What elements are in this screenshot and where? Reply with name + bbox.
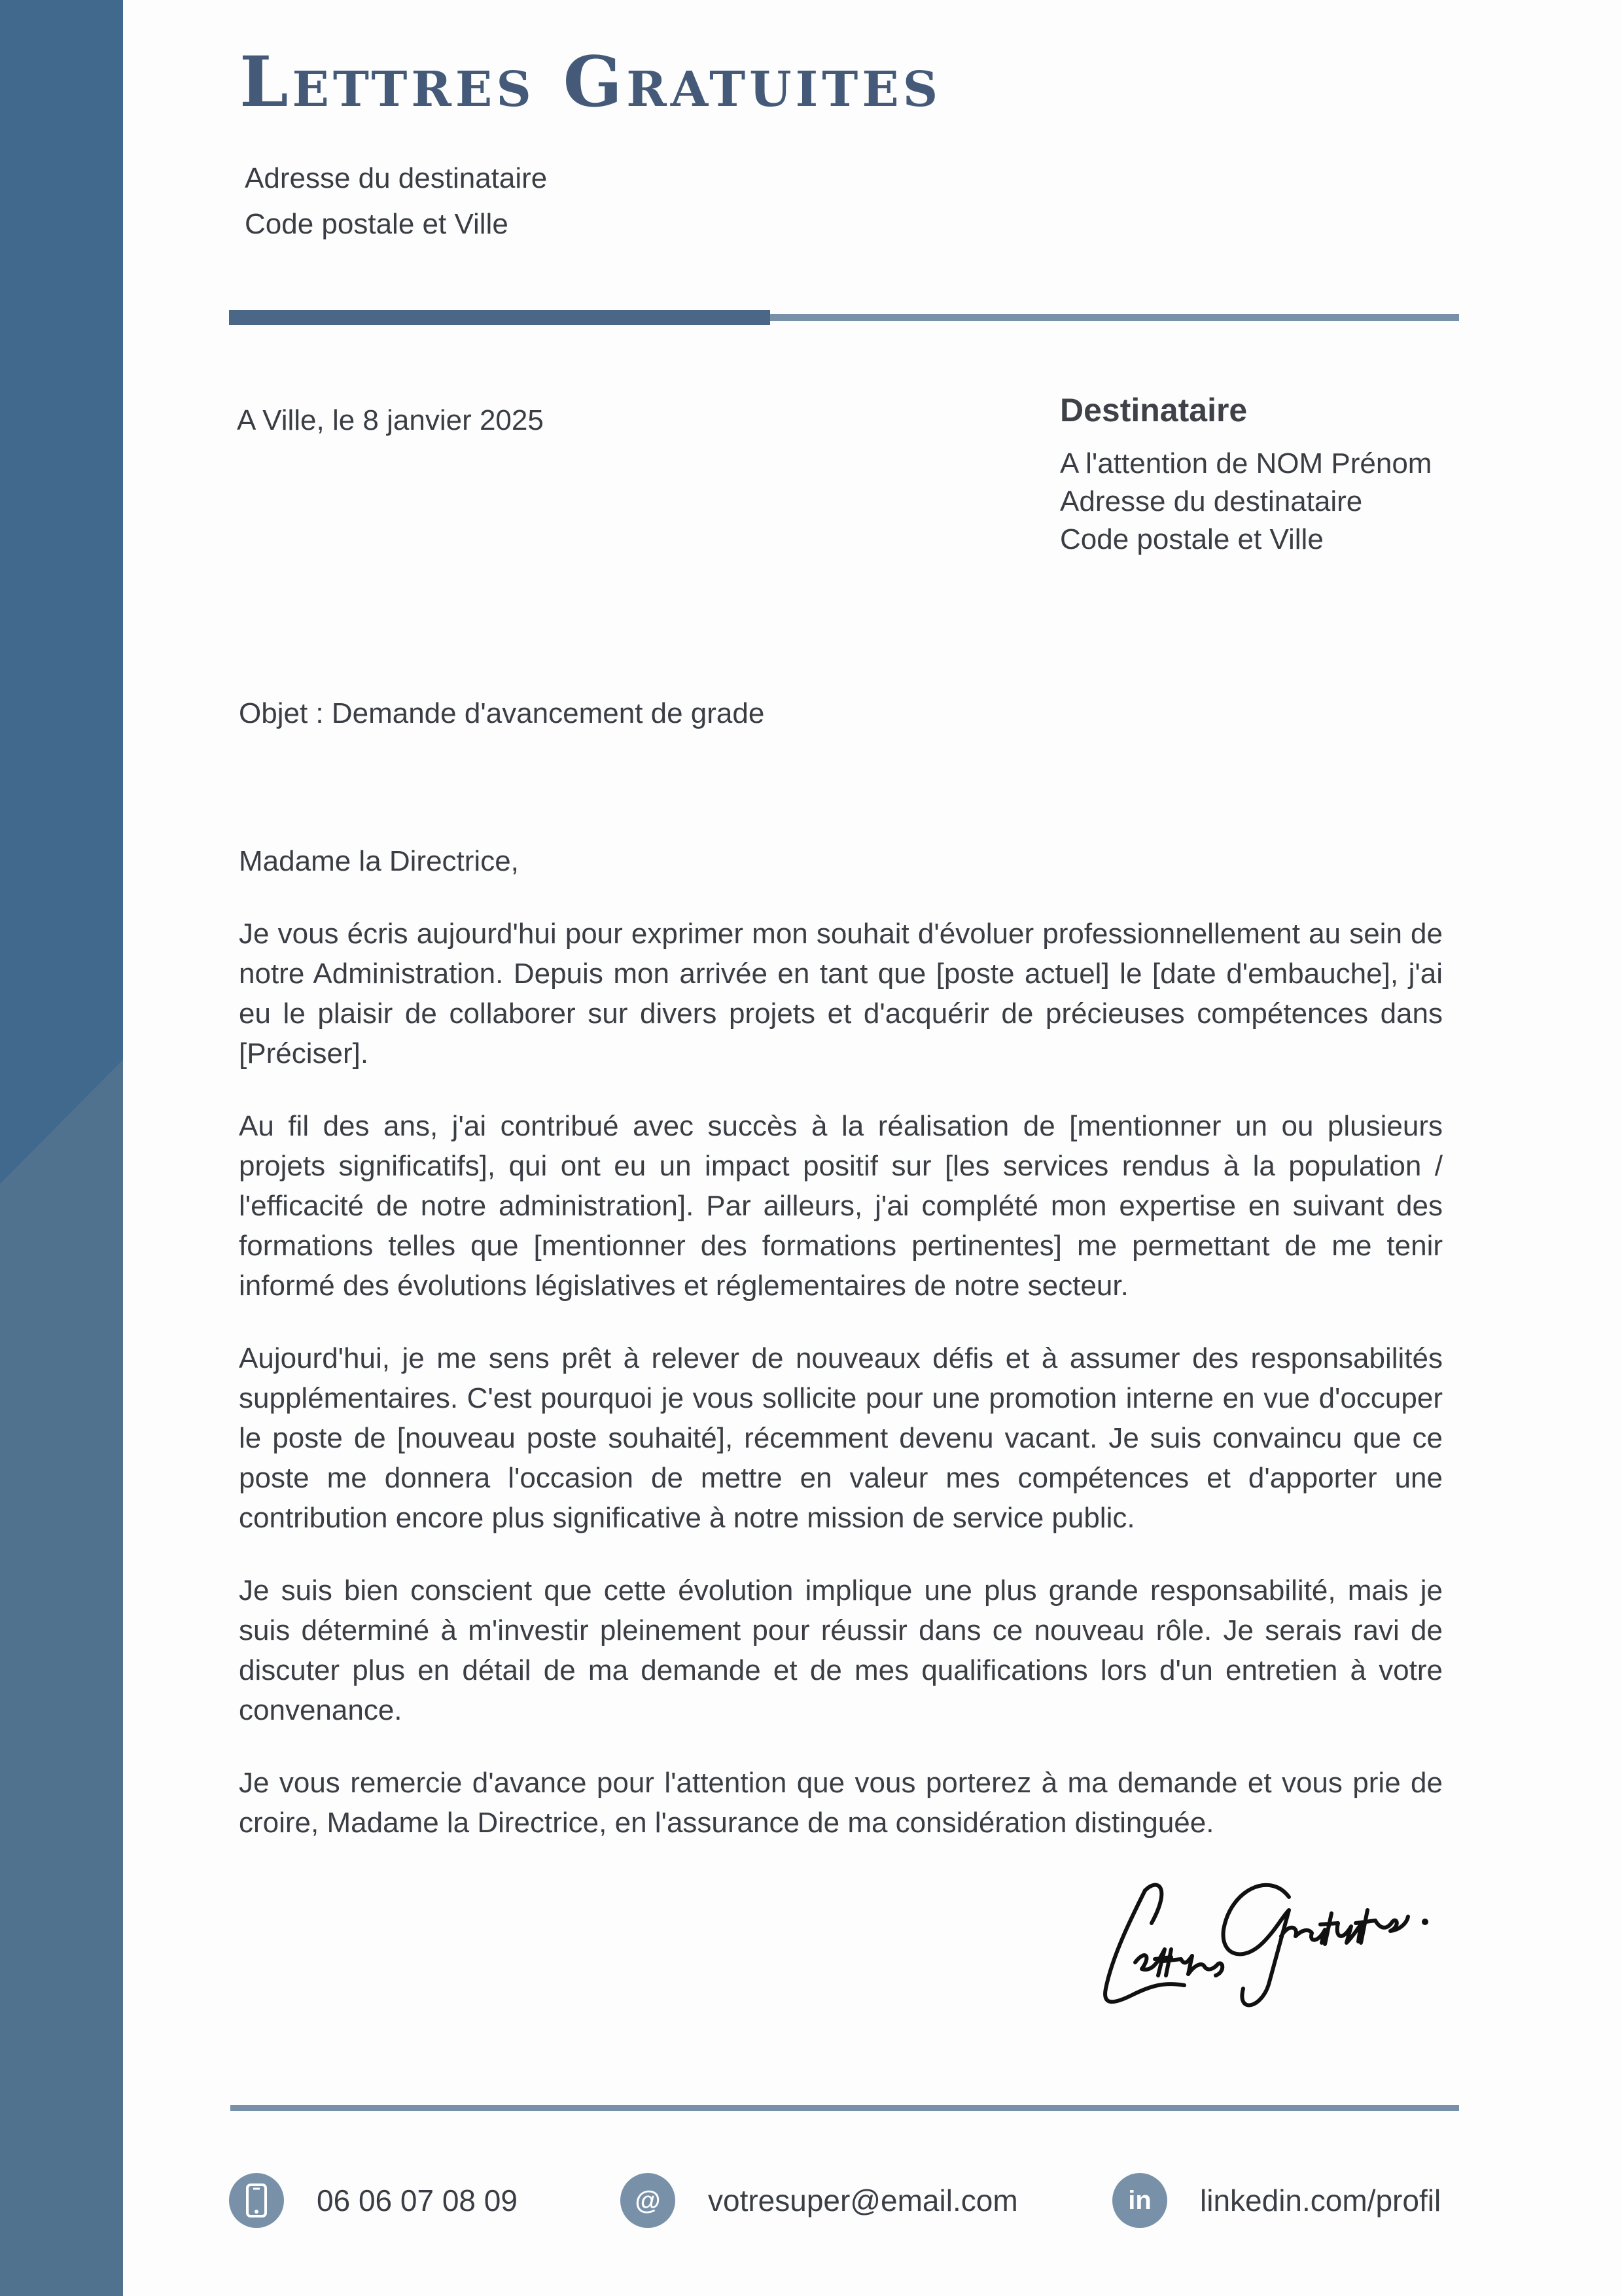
phone-number[interactable]: 06 06 07 08 09 (317, 2183, 518, 2218)
letter-paragraph: Aujourd'hui, je me sens prêt à relever de nouveaux défis et à assumer des responsabilités supplémentaires. C'est pourquoi je vous sollicite pour une promotion interne en vue d'occuper le poste de [nouveau poste souhaité], récemment devenu vacant. Je suis convaincu que ce poste me donnera l'occasion de mettre en valeur mes compétences et d'apporter une contribution encore plus significative à notre mission de service public. (239, 1342, 1443, 1534)
brand-title: Lettres Gratuites (239, 41, 942, 122)
recipient-block (1060, 391, 1432, 559)
handwritten-signature (1073, 1851, 1459, 2028)
linkedin-url[interactable]: linkedin.com/profil (1200, 2183, 1441, 2218)
recipient-address: Adresse du destinataire (1060, 485, 1363, 517)
letter-subject: Objet : Demande d'avancement de grade (239, 697, 765, 729)
sender-city: Code postale et Ville (245, 208, 508, 240)
contact-phone (229, 2173, 518, 2228)
bottom-divider (230, 2105, 1459, 2111)
letter-paragraph: Je suis bien conscient que cette évolution implique une plus grande responsabilité, mais je suis déterminé à m'investir pleinement pour réussir dans ce nouveau rôle. Je serais ravi de discuter plus en détail de ma demande et de mes qualifications lors d'un entretien à votre convenance. (239, 1574, 1443, 1726)
recipient-attention: A l'attention de NOM Prénom (1060, 447, 1432, 479)
letter-date: A Ville, le 8 janvier 2025 (237, 404, 544, 436)
recipient-title: Destinataire (1060, 392, 1248, 428)
letter-paragraph: Je vous écris aujourd'hui pour exprimer mon souhait d'évoluer professionnellement au sein de notre Administration. Depuis mon arrivée en tant que [poste actuel] le [date d'embauche], j'ai eu le plaisir de collaborer sur divers projets et d'acquérir de précieuses compétences dans [Préciser]. (239, 918, 1443, 1070)
letter-paragraph: Au fil des ans, j'ai contribué avec succès à la réalisation de [mentionner un ou plusieurs projets significatifs], qui ont eu un impact positif sur [les services rendus à la population / l'efficacité de notre administration]. Par ailleurs, j'ai complété mon expertise en suivant des formations telles que [mentionner des formations pertinentes] me permettant de me tenir informé des évolutions législatives et réglementaires de notre secteur. (239, 1110, 1443, 1302)
top-divider-thin (770, 314, 1459, 321)
linkedin-icon: in (1112, 2173, 1167, 2228)
email-address[interactable]: votresuper@email.com (708, 2183, 1018, 2218)
contact-linkedin (1112, 2173, 1441, 2228)
recipient-city: Code postale et Ville (1060, 523, 1324, 555)
decorative-sidebar (0, 0, 123, 2296)
phone-icon (229, 2173, 284, 2228)
sender-address: Adresse du destinataire (245, 162, 548, 194)
top-divider-thick (229, 310, 770, 325)
letter-body (239, 841, 1443, 1875)
sender-address-block (245, 156, 547, 247)
contact-email (620, 2173, 1018, 2228)
letter-salutation: Madame la Directrice, (239, 845, 519, 877)
at-icon: @ (620, 2173, 675, 2228)
letter-paragraph: Je vous remercie d'avance pour l'attention que vous porterez à ma demande et vous prie de croire, Madame la Directrice, en l'assurance de ma considération distinguée. (239, 1767, 1443, 1839)
